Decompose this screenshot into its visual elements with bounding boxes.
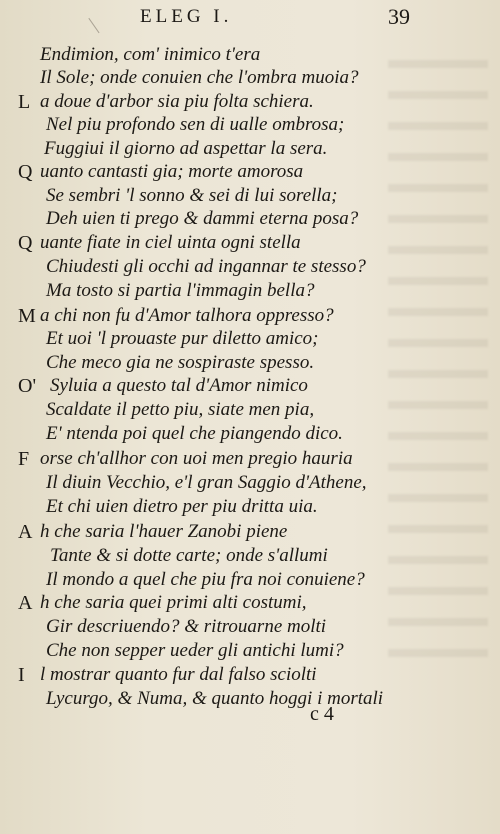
verse-line: uante fiate in ciel uinta ogni stella [40,232,301,253]
verse-line: Fuggiui il giorno ad aspettar la sera. [44,138,328,159]
verse-line: Deh uien ti prego & dammi eterna posa? [46,208,359,229]
drop-initial: L [18,91,31,113]
folio-number: 39 [388,4,410,29]
drop-initial: I [18,664,25,686]
verse-line: orse ch'allhor con uoi men pregio hauria [40,448,353,469]
verse-line: Che meco gia ne sospiraste spesso. [46,352,315,373]
verse-line: Chiudesti gli occhi ad ingannar te stesso? [46,256,366,277]
drop-initial: Q [18,161,33,183]
signature-mark: c 4 [310,703,334,725]
verse-line: h che saria l'hauer Zanobi piene [40,521,288,542]
running-title: ELEG I. [140,6,233,27]
verse-line: Il mondo a quel che piu fra noi conuiene? [46,569,365,590]
verse-line: Syluia a questo tal d'Amor nimico [50,375,308,396]
drop-initial: M [18,305,36,327]
verse-line: Endimion, com' inimico t'era [40,44,261,65]
drop-initial: O' [18,375,37,397]
verse-line: Che non sepper ueder gli antichi lumi? [46,640,344,661]
verse-line: Ma tosto si partia l'immagin bella? [46,280,315,301]
verse-line: Nel piu profondo sen di ualle ombrosa; [46,114,345,135]
drop-initial: Q [18,232,33,254]
verse-line: uanto cantasti gia; morte amorosa [40,161,304,182]
drop-initial: A [18,521,33,543]
verse-line: a doue d'arbor sia piu folta schiera. [40,91,314,112]
verse-line: h che saria quei primi alti costumi, [40,592,307,613]
verse-line: a chi non fu d'Amor talhora oppresso? [40,305,334,326]
verse-line: Tante & si dotte carte; onde s'allumi [50,545,328,566]
verse-line: Scaldate il petto piu, siate men pia, [46,399,315,420]
verse-line: Et uoi 'l prouaste pur diletto amico; [46,328,319,349]
drop-initial: A [18,592,33,614]
verse-line: Se sembri 'l sonno & sei di lui sorella; [46,185,338,206]
verse-line: E' ntenda poi quel che piangendo dico. [46,423,343,444]
verse-line: Gir descriuendo? & ritrouarne molti [46,616,327,637]
verse-line: Il diuin Vecchio, e'l gran Saggio d'Athene, [46,472,367,493]
verse-line: Lycurgo, & Numa, & quanto hoggi i mortali [46,688,384,709]
verse-line: Il Sole; onde conuien che l'ombra muoia? [40,67,359,88]
verse-line: Et chi uien dietro per piu dritta uia. [46,496,318,517]
verse-line: l mostrar quanto fur dal falso sciolti [40,664,317,685]
drop-initial: F [18,448,30,470]
